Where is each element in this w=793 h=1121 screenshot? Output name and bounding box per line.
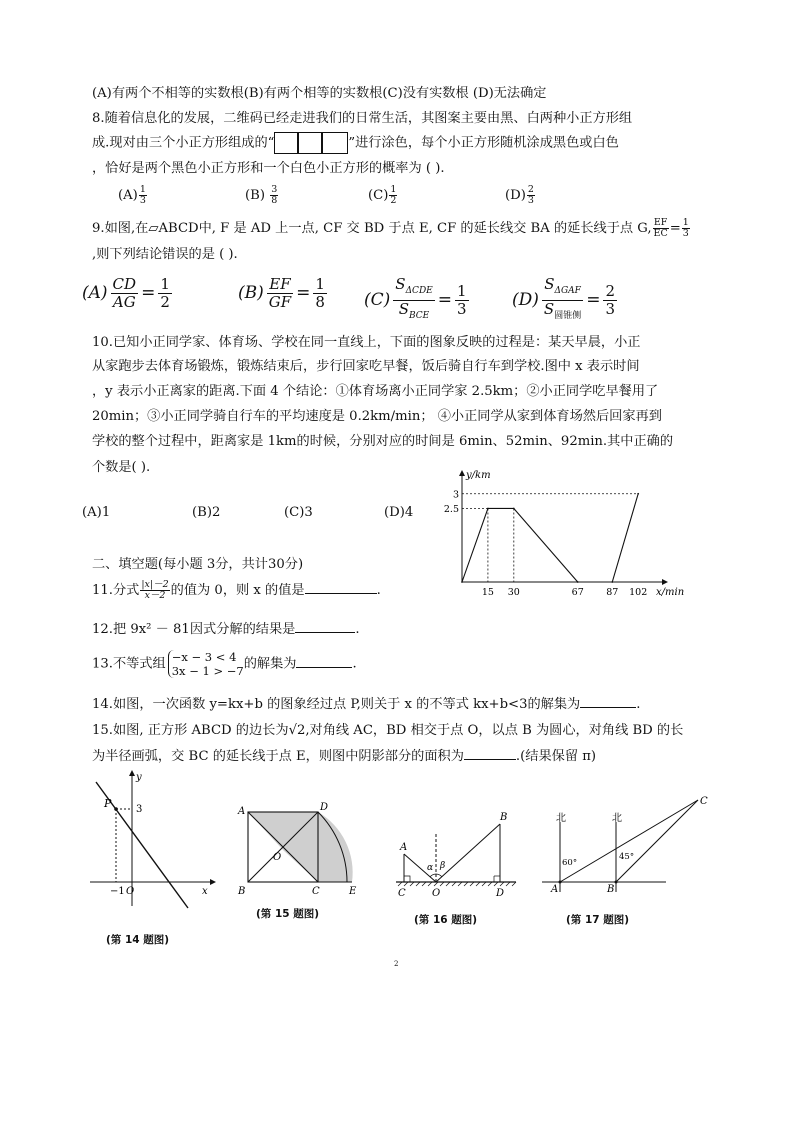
q8-option-b (245, 185, 279, 206)
q10-option-b: (B)2 (192, 505, 221, 520)
q8-option-b-fraction: $\frac{3}{8}$ (271, 184, 278, 206)
q14-end: . (636, 697, 641, 712)
q9-condition-value: $\frac{1}{3}$ (682, 217, 689, 239)
data-point-1 (487, 508, 489, 510)
x-tick-label-4: 102 (629, 587, 648, 598)
fig16-angle-alpha-arc (430, 874, 436, 877)
q13-ineq1: −x − 3 < 4 (171, 650, 237, 664)
q8-line1: 8.随着信息化的发展，二维码已经走进我们的日常生活，其图案主要由黑、白两种小正方形组 (92, 111, 633, 126)
y-tick-label-1: 3 (452, 489, 459, 501)
q12-answer-blank[interactable] (295, 620, 355, 633)
q13-answer-blank[interactable] (296, 655, 352, 668)
q10-line5: 学校的整个过程中，距离家是 1km的时候，分别对应的时间是 6min、52min、92min.其中正确的 (92, 434, 674, 449)
series-segment-2 (514, 508, 578, 582)
page-number: 2 (394, 960, 399, 968)
q14 (92, 695, 640, 714)
q8-option-c (368, 185, 398, 206)
q15-sqrt: √2 (288, 723, 306, 738)
q11 (92, 580, 381, 601)
q8-line2-b: ”进行涂色，每个小正方形随机涂成黑色或白色 (348, 135, 619, 151)
data-point-0 (461, 581, 463, 583)
fig16-label-beta: β (440, 861, 446, 871)
q9-line2: ,则下列结论错误的是 ( ). (92, 247, 238, 262)
fig17-label-60: 60° (562, 858, 578, 868)
q12-end: . (355, 622, 360, 637)
q10-option-d: (D)4 (384, 505, 414, 520)
fig16-right-angle-c (404, 876, 410, 882)
fig17-label-a: A (551, 884, 559, 895)
fig14-y-arrow-icon (129, 770, 135, 776)
fig17-caption: (第 17 题图) (566, 914, 630, 926)
y-tick-label-0: 2.5 (443, 503, 459, 515)
q9-option-b-eq: = (296, 283, 311, 303)
fig14-label-x: x (202, 886, 208, 897)
q8-option-a-label: (A) (118, 188, 138, 203)
fig14-caption: (第 14 题图) (106, 934, 170, 946)
q9-option-b-label: (B) (238, 283, 264, 303)
q15-line2-text: 为半径画弧，交 BC 的延长线于点 E，则图中阴影部分的面积为 (92, 749, 464, 764)
q9-condition-fraction: $\frac{EF}{EC}$ (653, 217, 668, 239)
fig17-label-north2: 北 (612, 813, 622, 824)
q9-option-c-lhs: $S_{\Delta CDE}$ $S_{BCE}$ (395, 275, 433, 321)
fig15-label-c: C (312, 886, 320, 897)
q8-option-a-fraction: $\frac{1}{3}$ (139, 184, 146, 206)
fig14-point-p (114, 807, 118, 811)
q8-line2-a: 成.现对由三个小正方形组成的“ (92, 135, 275, 151)
fig16-label-c: C (398, 888, 406, 899)
q8-line2 (92, 132, 619, 154)
fig15-caption: (第 15 题图) (256, 908, 320, 920)
series-segment-4 (612, 494, 638, 582)
q10-line3: ，y 表示小正离家的距离.下面 4 个结论：①体育场离小正同学家 2.5km；②小正同学吃早餐用了 (92, 384, 659, 399)
q13-prefix: 13.不等式组 (92, 656, 166, 672)
section2-title: 二、填空题(每小题 3分，共计30分) (92, 557, 304, 572)
q9-option-b-lhs: $\frac{EF}{GF}$ (268, 275, 292, 311)
q9-option-a (82, 276, 175, 311)
fig16-label-a: A (400, 842, 408, 853)
q8-option-b-label: (B) (245, 188, 265, 203)
q9-option-c-eq: = (437, 290, 452, 310)
q7-options: (A)有两个不相等的实数根(B)有两个相等的实数根(C)没有实数根 (D)无法确定 (92, 86, 547, 101)
data-point-3 (577, 581, 579, 583)
y-axis-label: y/km (466, 470, 491, 481)
fig16-label-b: B (500, 812, 508, 823)
q10-option-a: (A)1 (82, 505, 111, 520)
q8-option-d-fraction: $\frac{2}{3}$ (527, 184, 534, 206)
q10-chart (436, 470, 685, 618)
data-point-2 (513, 508, 515, 510)
q8-option-a (118, 185, 148, 206)
x-tick-label-1: 30 (507, 587, 520, 598)
fig15-label-o: O (273, 852, 282, 863)
fig15-label-d: D (320, 802, 329, 813)
fig17-label-c: C (700, 796, 708, 807)
x-tick-label-2: 67 (571, 587, 584, 598)
q9-option-d-label: (D) (512, 290, 539, 310)
fig17-label-north1: 北 (556, 813, 566, 824)
fig15 (232, 800, 364, 900)
q15-line2-end: .(结果保留 π) (515, 749, 597, 764)
q9-line1-text: 9.如图,在▱ABCD中, F 是 AD 上一点, CF 交 BD 于点 E, CF 的延长线交 BA 的延长线于点 G, (92, 221, 652, 236)
x-tick-label-3: 87 (606, 587, 619, 598)
q15-line1-b: ,对角线 AC，BD 相交于点 O，以点 B 为圆心，对角线 BD 的长 (305, 723, 684, 738)
q12 (92, 620, 360, 639)
q10-line4: 20min；③小正同学骑自行车的平均速度是 0.2km/min； ④小正同学从家到体育场然后回家再到 (92, 409, 662, 424)
q9-option-a-rhs: $\frac{1}{2}$ (160, 275, 170, 311)
q13 (92, 650, 357, 678)
q9-condition-eq: = (669, 221, 681, 236)
q15-answer-blank[interactable] (464, 747, 516, 760)
q9-option-d (512, 276, 620, 325)
fig17-point-b (615, 881, 618, 884)
q13-end: . (352, 656, 357, 672)
q9-option-c-label: (C) (364, 290, 391, 310)
q11-suffix: 的值为 0，则 x 的值是 (170, 583, 305, 598)
q9-option-c (364, 276, 472, 325)
fig14-label-p: P (104, 797, 112, 810)
fig14-label-o: O (126, 886, 135, 897)
q8-option-d (505, 185, 536, 206)
fig14-x-arrow-icon (210, 879, 216, 885)
fig17-label-b: B (607, 884, 615, 895)
fig15-label-e: E (349, 886, 357, 897)
q10-chart-layer (444, 470, 684, 598)
q8-option-c-fraction: $\frac{1}{2}$ (390, 184, 397, 206)
q13-system (168, 650, 244, 678)
fig14-label-y: y (136, 772, 142, 783)
q8-line3: ，恰好是两个黑色小正方形和一个白色小正方形的概率为 ( ). (92, 161, 445, 176)
fig16-angle-beta-arc (436, 874, 442, 877)
x-tick-label-0: 15 (481, 587, 494, 598)
q10-option-c: (C)3 (284, 505, 313, 520)
fig16-label-o: O (432, 888, 441, 899)
fig15-label-b: B (238, 886, 246, 897)
q12-prefix: 12.把 9x² － 81因式分解的结果是 (92, 622, 296, 637)
q10-line6: 个数是( ). (92, 460, 151, 475)
fig14-label-3: 3 (136, 804, 143, 815)
q15-line1 (92, 722, 683, 740)
fig15-shade-arc (318, 812, 353, 882)
q9-option-b (238, 276, 330, 311)
q11-end: . (376, 583, 381, 598)
q9-option-d-rhs: $\frac{2}{3}$ (605, 282, 615, 318)
q11-answer-blank[interactable] (305, 581, 377, 594)
fig14 (86, 768, 216, 908)
q15-line2 (92, 747, 596, 766)
fig15-label-a: A (238, 806, 246, 817)
fig17-point-a (559, 881, 562, 884)
x-axis-arrow-icon (662, 579, 668, 585)
q9-option-d-lhs: $S_{\Delta GAF}$ $S_{圆锥侧}$ (543, 275, 582, 321)
q13-ineq2: 3x − 1 > −7 (171, 664, 244, 678)
fig16-label-d: D (496, 888, 505, 899)
q9-option-a-label: (A) (82, 283, 108, 303)
q11-prefix: 11.分式 (92, 583, 140, 598)
x-axis-label: x/min (656, 587, 685, 598)
fig17 (538, 792, 714, 900)
q13-suffix: 的解集为 (243, 656, 297, 672)
q11-fraction: $\frac{|x|-2}{x-2}$ (141, 579, 169, 601)
series-segment-0 (462, 508, 488, 582)
fig16-label-alpha: α (427, 863, 434, 873)
q9-option-a-eq: = (141, 283, 156, 303)
q8-option-c-label: (C) (368, 188, 389, 203)
y-axis-arrow-icon (459, 470, 465, 476)
three-squares-icon (274, 132, 348, 154)
q10-line1: 10.已知小正同学家、体育场、学校在同一直线上，下面的图象反映的过程是：某天早晨，小正 (92, 335, 641, 350)
q10-line2: 从家跑步去体育场锻炼，锻炼结束后，步行回家吃早餐，饭后骑自行车到学校.图中 x 表示时间 (92, 359, 640, 374)
q14-text: 14.如图，一次函数 y=kx+b 的图象经过点 P,则关于 x 的不等式 kx+b<3的解集为 (92, 697, 581, 712)
fig16-ray-ob (436, 824, 500, 882)
fig16-caption: (第 16 题图) (414, 914, 478, 926)
q8-option-d-label: (D) (505, 188, 526, 203)
data-point-4 (611, 581, 613, 583)
q9-line1 (92, 218, 691, 239)
q15-line1-a: 15.如图, 正方形 ABCD 的边长为 (92, 723, 289, 738)
q9-option-b-rhs: $\frac{1}{8}$ (315, 275, 325, 311)
fig16 (392, 806, 524, 906)
q14-answer-blank[interactable] (580, 695, 636, 708)
q9-option-d-eq: = (586, 290, 601, 310)
fig14-label-neg1: −1 (110, 886, 125, 897)
q9-option-c-rhs: $\frac{1}{3}$ (456, 282, 467, 318)
data-point-5 (637, 493, 639, 495)
q9-option-a-lhs: $\frac{CD}{AG}$ (112, 275, 137, 311)
fig17-label-45: 45° (619, 852, 635, 862)
